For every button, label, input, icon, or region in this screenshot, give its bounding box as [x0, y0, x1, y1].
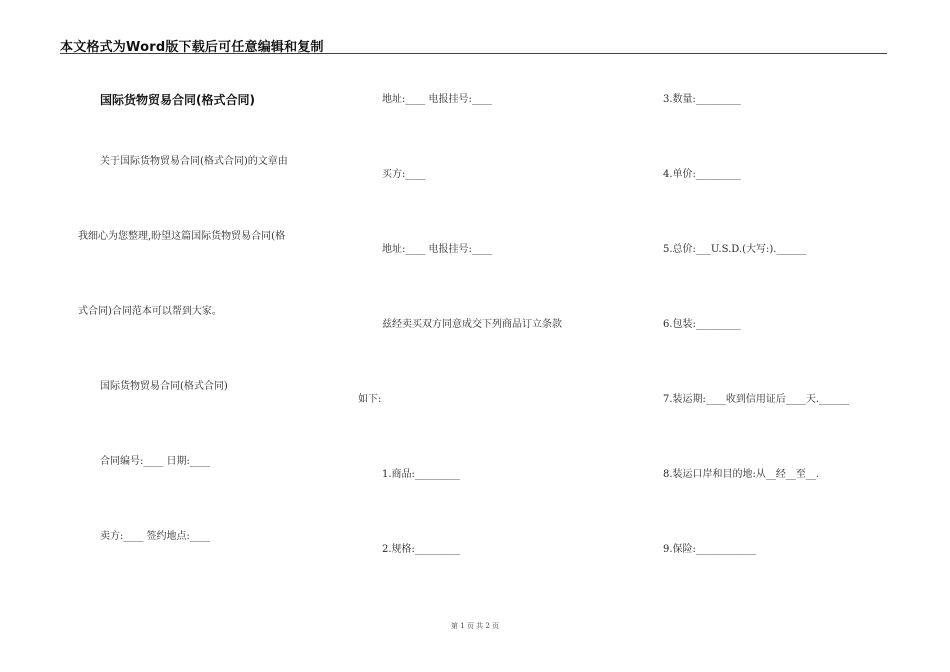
page-number: 第 1 页 共 2 页: [450, 622, 500, 630]
paragraph-line: 7.装运期:____收到信用证后____天.______: [663, 394, 850, 405]
paragraph-line: 地址:____ 电报挂号:____: [382, 94, 492, 105]
paragraph-line: 卖方:____ 签约地点:____: [100, 531, 210, 542]
paragraph-line: 8.装运口岸和目的地:从__经__至__.: [663, 469, 820, 480]
paragraph-line: 买方:____: [382, 169, 426, 180]
paragraph-line: 1.商品:_________: [382, 469, 460, 480]
paragraph-line: 9.保险:____________: [663, 544, 756, 555]
paragraph-line: 合同编号:____ 日期:____: [100, 456, 210, 467]
paragraph-line: 式合同)合同范本可以帮到大家。: [78, 306, 222, 317]
paragraph-line: 关于国际货物贸易合同(格式合同)的文章由: [100, 156, 288, 167]
paragraph-line: 国际货物贸易合同(格式合同): [100, 381, 228, 392]
paragraph-line: 6.包装:_________: [663, 319, 741, 330]
paragraph-line: 2.规格:_________: [382, 544, 460, 555]
paragraph-line: 兹经卖买双方同意成交下列商品订立条款: [382, 319, 562, 330]
paragraph-line: 如下:: [358, 394, 382, 405]
document-title: 国际货物贸易合同(格式合同): [100, 93, 255, 107]
paragraph-line: 4.单价:_________: [663, 169, 741, 180]
paragraph-line: 3.数量:_________: [663, 94, 741, 105]
header-text: 本文格式为Word版下载后可任意编辑和复制: [60, 40, 324, 55]
paragraph-line: 地址:____ 电报挂号:____: [382, 244, 492, 255]
paragraph-line: 5.总价:___U.S.D.(大写:).______: [663, 244, 807, 255]
paragraph-line: 我细心为您整理,盼望这篇国际货物贸易合同(格: [78, 231, 286, 242]
